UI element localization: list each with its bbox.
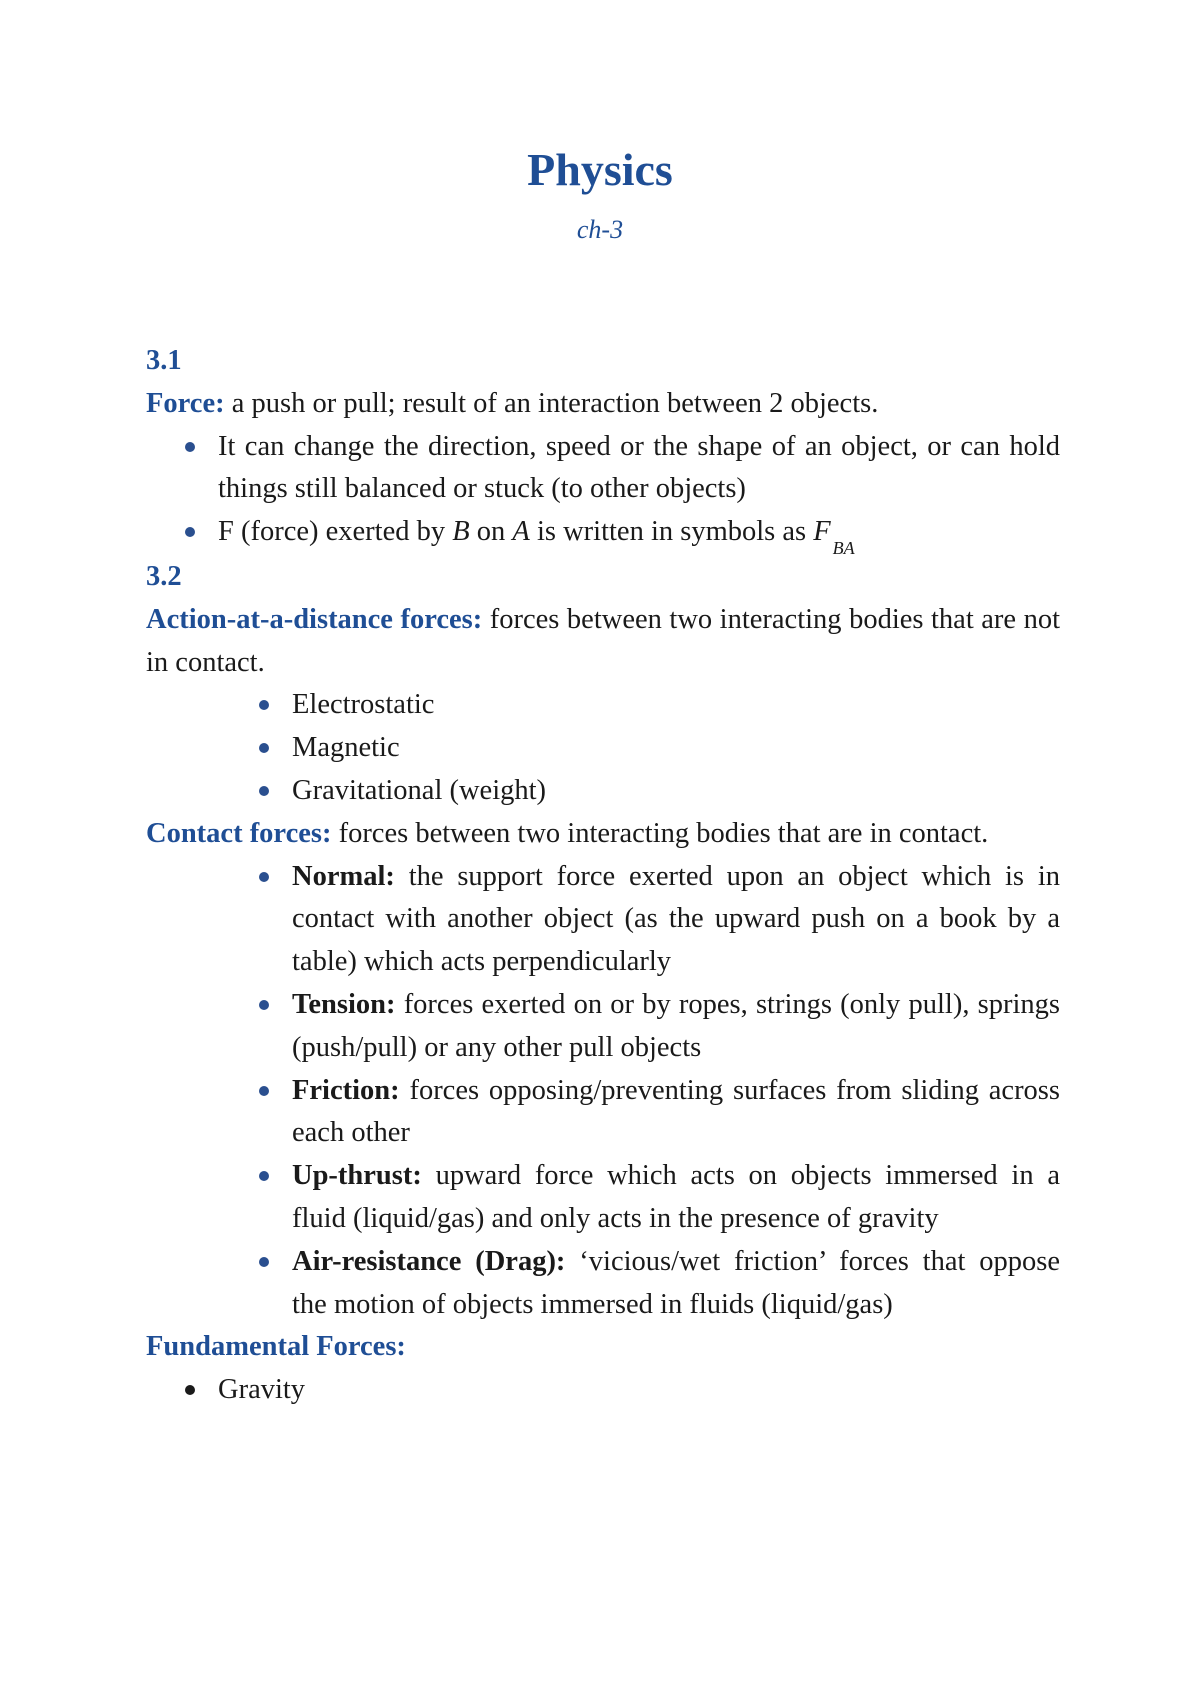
document-body <box>146 340 1060 1412</box>
list-item <box>146 856 1060 984</box>
distance-forces-definition <box>146 599 1060 685</box>
symbol-f: F <box>813 516 831 548</box>
item-term: Friction: <box>292 1074 400 1106</box>
item-text: forces opposing/preventing surfaces from sliding across each other <box>292 1074 1060 1149</box>
page-title: Physics <box>527 144 673 195</box>
list-item: Gravity <box>146 1369 1060 1412</box>
list-item <box>146 1070 1060 1156</box>
symbol-text-2: on <box>469 516 513 548</box>
fundamental-forces-heading: Fundamental Forces: <box>146 1331 406 1363</box>
list-item: Gravitational (weight) <box>146 770 1060 813</box>
list-item-force-symbol <box>146 511 1060 559</box>
contact-forces-list <box>146 856 1060 1327</box>
item-term: Air-resistance (Drag): <box>292 1245 566 1277</box>
item-term: Up-thrust: <box>292 1160 422 1192</box>
list-item <box>146 984 1060 1070</box>
symbol-subscript: BA <box>832 538 855 559</box>
section-number-3-2: 3.2 <box>146 560 182 592</box>
symbol-a: A <box>512 516 530 548</box>
force-definition-text: a push or pull; result of an interaction between 2 objects. <box>224 387 879 419</box>
list-item <box>146 1241 1060 1327</box>
item-text: forces exerted on or by ropes, strings (only pull), springs (push/pull) or any other pull objects <box>292 988 1060 1063</box>
section-number-3-1: 3.1 <box>146 345 182 376</box>
page-subtitle: ch-3 <box>576 215 624 244</box>
force-term: Force: <box>146 387 225 419</box>
symbol-text-1: F (force) exerted by <box>218 516 453 548</box>
distance-forces-text: forces between two interacting bodies that are not in contact. <box>146 603 1060 678</box>
contact-forces-definition <box>146 813 1060 856</box>
list-item: It can change the direction, speed or the shape of an object, or can hold things still balanced or stuck (to other objects) <box>146 426 1060 512</box>
list-item: Magnetic <box>146 727 1060 770</box>
list-item: Electrostatic <box>146 684 1060 727</box>
fundamental-forces-list <box>146 1369 1060 1412</box>
distance-forces-term: Action-at-a-distance forces: <box>146 603 483 635</box>
force-bullet-list <box>146 426 1060 559</box>
list-item <box>146 1155 1060 1241</box>
symbol-b: B <box>452 516 470 548</box>
item-text: the support force exerted upon an object which is in contact with another object (as the upward push on a book by a table) which acts perpendicularly <box>292 860 1060 978</box>
item-text: ‘vicious/wet friction’ forces that oppose the motion of objects immersed in fluids (liquid/gas) <box>292 1245 1061 1320</box>
item-term: Normal: <box>292 860 395 892</box>
symbol-text-3: is written in symbols as <box>529 516 814 548</box>
contact-forces-term: Contact forces: <box>146 817 332 849</box>
item-term: Tension: <box>292 988 396 1020</box>
distance-forces-list <box>146 684 1060 812</box>
item-text: upward force which acts on objects immersed in a fluid (liquid/gas) and only acts in the presence of gravity <box>292 1160 1060 1234</box>
force-definition <box>146 383 1060 426</box>
contact-forces-text: forces between two interacting bodies that are in contact. <box>331 817 989 849</box>
